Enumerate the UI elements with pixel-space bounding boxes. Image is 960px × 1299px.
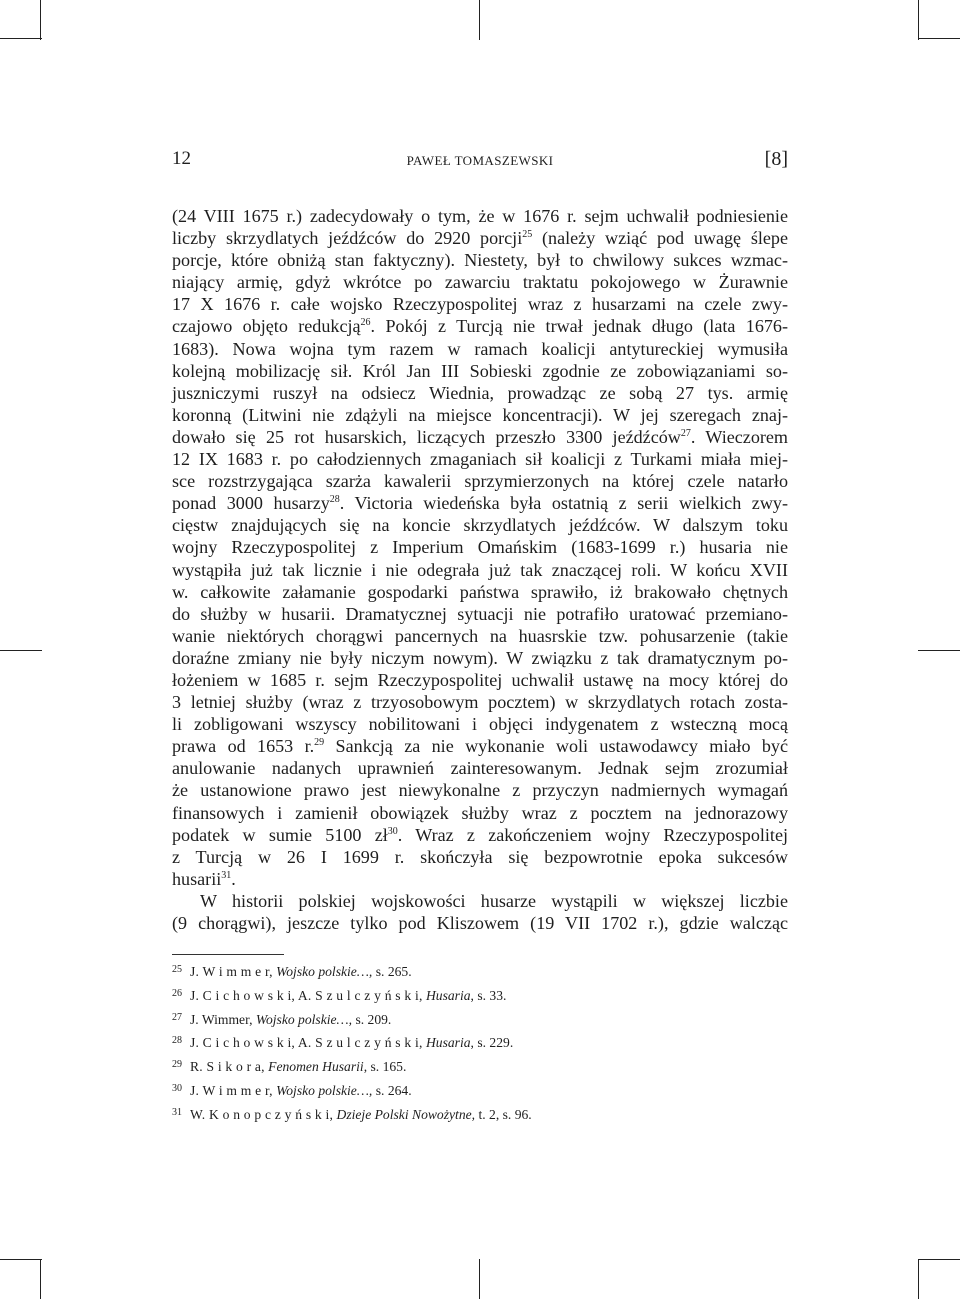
text-line: (9 chorągwi), jeszcze tylko pod Kliszowem (19 VII 1702 r.), gdzie walcząc xyxy=(172,913,788,933)
footnote-author: J. W i m m e r, xyxy=(190,964,273,979)
footnote-title: Husaria xyxy=(425,1035,471,1051)
footnote-pages: , s. 165. xyxy=(363,1059,407,1075)
footnote-ref[interactable]: 28 xyxy=(329,494,340,506)
footnote-pages: s. 264. xyxy=(372,1082,412,1098)
text-line: wanie niektórych chorągwi pancernych na huasrskie tzw. pohusarzenie (takie xyxy=(172,625,788,646)
crop-mark xyxy=(0,1259,42,1260)
text-line: sce rozstrzygająca szarża kawalerii sprzymierzonych na której czele natarło xyxy=(172,471,788,492)
footnote-number: 29 xyxy=(172,1059,182,1071)
footnote xyxy=(172,1053,788,1077)
footnotes xyxy=(172,958,788,1125)
footnote xyxy=(172,1006,788,1030)
crop-mark xyxy=(0,650,42,651)
text-line: wystąpiła już tak licznie i nie odegrała już tak znaczącej roli. W końcu XVII xyxy=(172,559,788,580)
text-line: że ustanowione prawo jest niewykonalne z przyczyn nadmiernych wymagań xyxy=(172,780,788,801)
text-line: liczby skrzydlatych jeźdźców do 2920 porcji$^{25}$ (należy wziąć pod uwagę ślepe xyxy=(172,228,788,249)
footnote-pages: s. 209. xyxy=(352,1011,392,1027)
text-line: anulowanie nadanych uprawnień zainteresowanym. Jednak sejm zrozumiał xyxy=(172,758,788,779)
paragraph xyxy=(172,890,788,934)
text-line: ponad 3000 husarzy$^{28}$. Victoria wiedeńska była ostatnią z serii wielkich zwy- xyxy=(172,493,788,514)
text-line: koronną (Litwini nie zdążyli na miejsce koncentracji). W jej szeregach znaj- xyxy=(172,404,788,425)
footnote-author: R. S i k o r a, xyxy=(190,1059,265,1075)
footnote xyxy=(172,958,788,982)
text-line: finansowych i zamienił obowiązek służby wraz z pocztem na jednorazowy xyxy=(172,802,788,823)
crop-mark xyxy=(479,0,480,40)
text-line: wojny Rzeczypospolitej z Imperium Omańskim (1683-1699 r.) husaria nie xyxy=(172,537,788,558)
footnote-ref[interactable]: 27 xyxy=(680,427,691,439)
footnote-ref[interactable]: 25 xyxy=(522,229,533,241)
footnote-pages: , s. 229. xyxy=(470,1035,514,1051)
text-line: czajowo objęto redukcją$^{26}$. Pokój z Turcją nie trwał jednak długo (lata 1676- xyxy=(172,316,789,337)
crop-mark xyxy=(918,38,960,39)
section-number: [8] xyxy=(764,148,788,170)
text-line: W historii polskiej wojskowości husarze wystąpili w większej liczbie xyxy=(200,890,788,911)
footnote-title: Wojsko polskie…, xyxy=(255,1011,353,1027)
footnote-ref[interactable]: 26 xyxy=(360,317,371,329)
footnote-author: J. C i c h o w s k i, A. S z u l c z y ń s k i, xyxy=(190,987,423,1003)
footnote-number: 31 xyxy=(172,1106,182,1118)
footnote-number: 28 xyxy=(172,1035,182,1047)
header-author: PAWEŁ TOMASZEWSKI xyxy=(406,153,554,168)
text-line: li zobligowani wszyscy nobilitowani i objęci indygenatem z wsteczną mocą xyxy=(172,714,788,735)
footnote-ref[interactable]: 31 xyxy=(221,869,232,881)
text-line: 3 letniej służby (wraz z trzyosobowym pocztem) w skrzydlatych rotach zosta- xyxy=(172,692,788,713)
paragraph xyxy=(172,205,788,890)
text-line: 12 IX 1683 r. po całodziennych zmaganiach sił koalicji z Turkami miała miej- xyxy=(172,449,788,470)
footnote-author: J. Wimmer, xyxy=(190,1011,253,1027)
text-line: łożeniem w 1685 r. sejm Rzeczypospolitej uchwalił ustawę na mocy której do xyxy=(172,669,788,690)
crop-mark xyxy=(918,1259,919,1299)
text-line: niający armię, gdyż wkrótce po zawarciu traktatu pokojowego w Żurawnie xyxy=(172,272,788,293)
footnote-ref[interactable]: 29 xyxy=(314,737,325,749)
footnote-number: 25 xyxy=(172,964,182,975)
footnote-number: 30 xyxy=(172,1082,182,1094)
crop-mark xyxy=(918,650,960,651)
crop-mark xyxy=(40,1259,41,1299)
text-line: doraźne zmiany nie były niczym nowym). W związku z tak dramatycznym po- xyxy=(172,647,788,668)
footnote-number: 27 xyxy=(172,1011,182,1023)
crop-mark xyxy=(918,1259,960,1260)
footnote xyxy=(172,1077,788,1101)
text-line: dowało się 25 rot husarskich, liczących przeszło 3300 jeźdźców$^{27}$. Wieczorem xyxy=(172,426,788,447)
footnote-rule xyxy=(172,954,284,955)
text-line: (24 VIII 1675 r.) zadecydowały o tym, że w 1676 r. sejm uchwalił podniesienie xyxy=(172,206,788,226)
footnote-title: Fenomen Husarii xyxy=(268,1059,364,1075)
footnote xyxy=(172,1101,788,1125)
crop-mark xyxy=(0,38,42,39)
footnote-author: W. K o n o p c z y ń s k i, xyxy=(190,1106,334,1122)
text-line: 1683). Nowa wojna tym razem w ramach koalicji antytureckiej wymusiła xyxy=(172,338,788,359)
footnote-author: J. C i c h o w s k i, A. S z u l c z y ń s k i, xyxy=(190,1035,423,1051)
footnote-ref[interactable]: 30 xyxy=(387,825,398,837)
footnote-number: 26 xyxy=(172,987,182,999)
text-line: juszniczymi ruszył na odsiecz Wiednia, prowadząc ze sobą 27 tys. armię xyxy=(172,382,788,403)
text-line: porcje, które obniżą stan faktyczny). Niestety, był to chwilowy sukces wzmac- xyxy=(172,250,788,271)
text-line: cięstw znajdujących się na koncie skrzydlatych jeźdźców. W dalszym toku xyxy=(172,515,788,536)
text-line: w. całkowite załamanie gospodarki państwa sprawiło, iż brakowało chętnych xyxy=(172,581,788,602)
text-line: z Turcją w 26 I 1699 r. skończyła się bezpowrotnie epoka sukcesów xyxy=(172,846,788,867)
crop-mark xyxy=(918,0,919,40)
footnote xyxy=(172,1029,788,1053)
footnote xyxy=(172,982,788,1006)
main-text xyxy=(172,205,788,934)
footnote-title: Wojsko polskie…, xyxy=(276,1082,373,1098)
page-number: 12 xyxy=(172,148,191,169)
running-header xyxy=(172,148,788,178)
footnote-title: Dzieje Polski Nowożytne, xyxy=(336,1106,476,1122)
text-line: do służby w husarii. Dramatycznej sytuacji nie potrafiło uratować przemiano- xyxy=(172,603,788,624)
footnote-pages: , s. 33. xyxy=(470,987,507,1003)
text-line: kolejną mobilizację sił. Król Jan III Sobieski zgodnie ze zobowiązaniami so- xyxy=(172,360,788,381)
footnote-title: Wojsko polskie…, xyxy=(276,964,373,979)
text-line: prawa od 1653 r.$^{29}$ Sankcją za nie wykonanie woli ustawodawcy miało być xyxy=(172,736,788,757)
text-line: podatek w sumie 5100 $zł^{30}$. Wraz z zakończeniem wojny Rzeczypospolitej xyxy=(172,824,788,845)
footnote-pages: s. 265. xyxy=(372,964,412,979)
text-line: husarii$^{31}$. xyxy=(172,868,236,889)
footnote-title: Husaria xyxy=(425,987,471,1003)
text-line: 17 X 1676 r. całe wojsko Rzeczypospolitej wraz z husarzami na czele zwy- xyxy=(172,294,788,315)
crop-mark xyxy=(40,0,41,40)
crop-mark xyxy=(479,1259,480,1299)
footnote-pages: t. 2, s. 96. xyxy=(475,1106,532,1122)
footnote-author: J. W i m m e r, xyxy=(190,1082,273,1098)
